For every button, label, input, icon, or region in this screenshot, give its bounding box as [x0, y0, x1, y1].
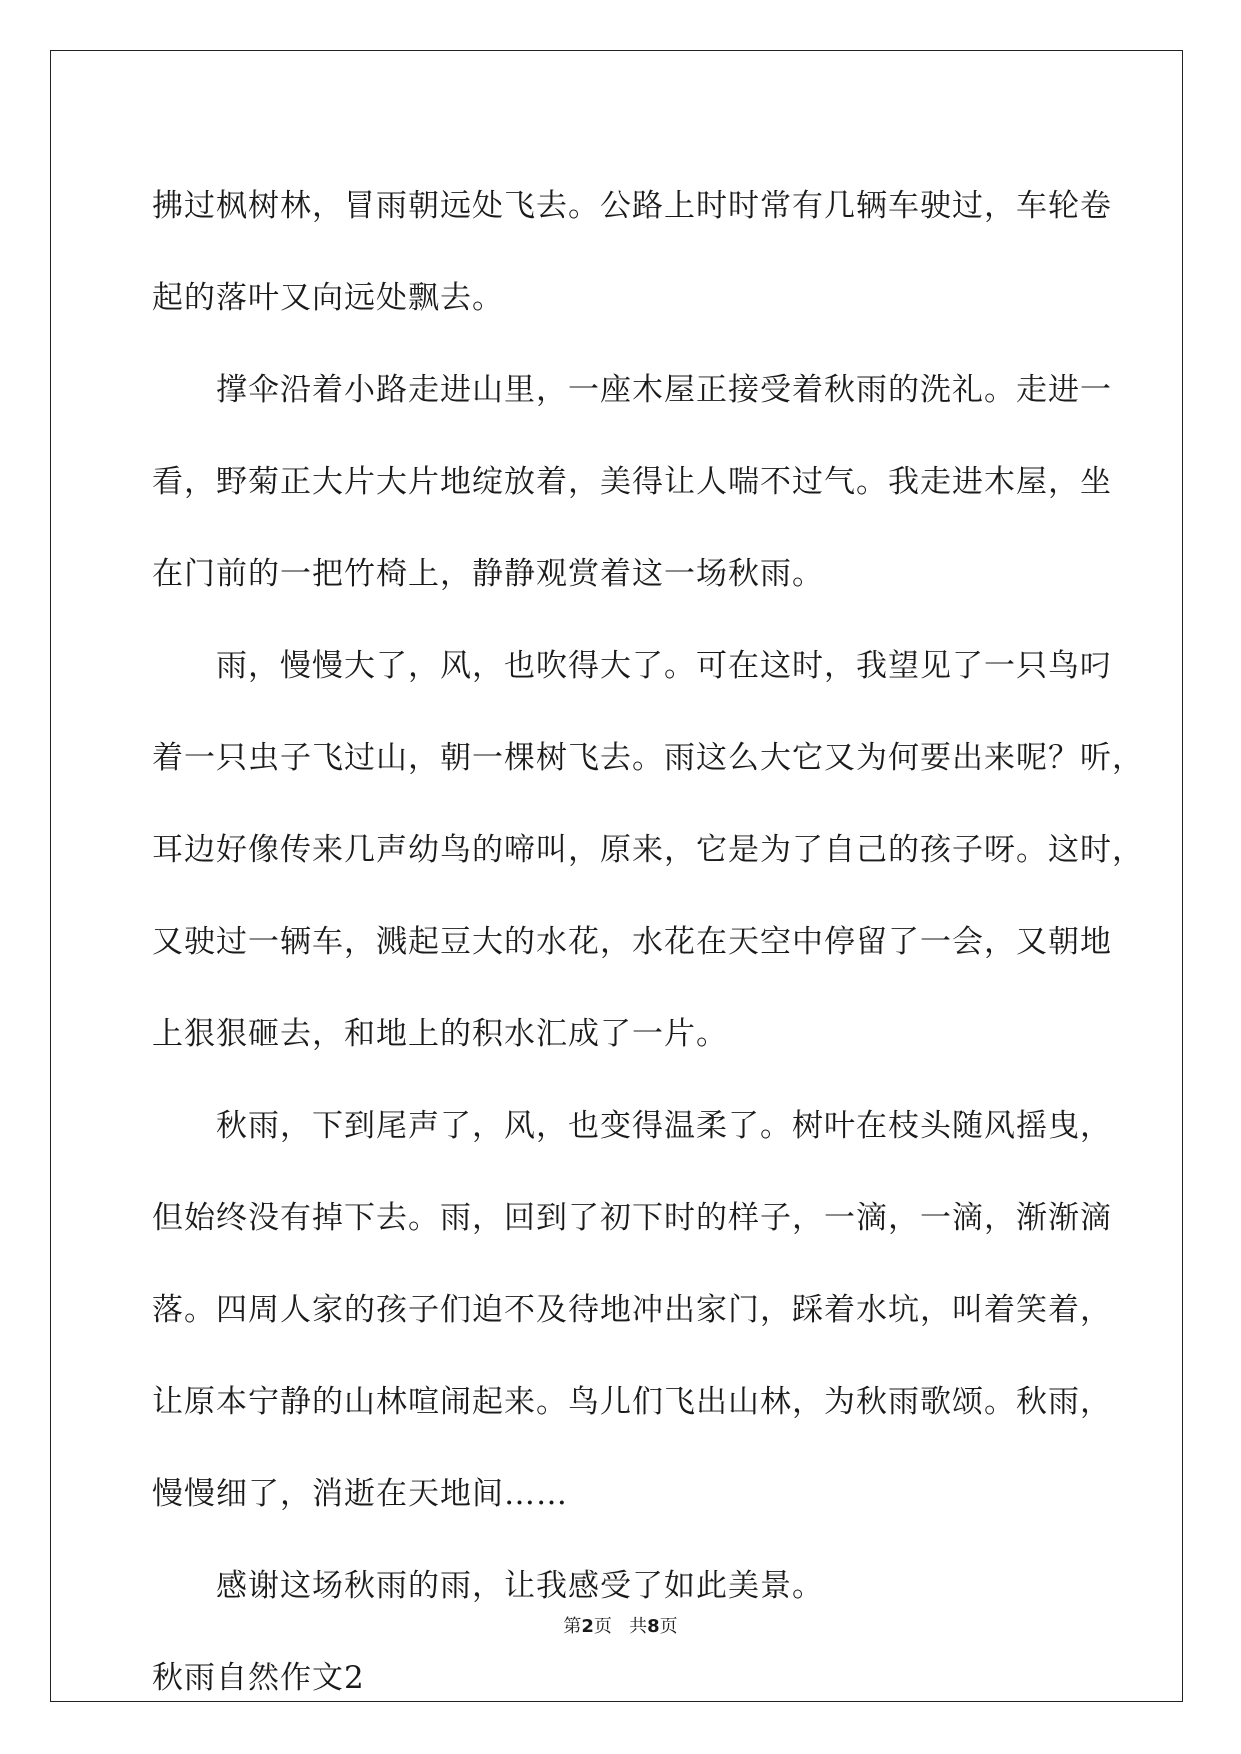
- text-line: 感谢这场秋雨的雨，让我感受了如此美景。: [216, 1568, 824, 1604]
- section-title: 秋雨自然作文2: [152, 1660, 365, 1696]
- page-total: 8: [647, 1616, 660, 1637]
- document-body: [152, 160, 1144, 1724]
- text-line: 又驶过一辆车，溅起豆大的水花，水花在天空中停留了一会，又朝地: [152, 924, 1112, 960]
- text-line: 慢慢细了，消逝在天地间……: [152, 1476, 568, 1512]
- text-line: 拂过枫树林，冒雨朝远处飞去。公路上时时常有几辆车驶过，车轮卷: [152, 188, 1112, 224]
- text-line: 落。四周人家的孩子们迫不及待地冲出家门，踩着水坑，叫着笑着，: [152, 1292, 1112, 1328]
- text-line: 雨，慢慢大了，风，也吹得大了。可在这时，我望见了一只鸟叼: [216, 648, 1112, 684]
- page-footer: [0, 1612, 1241, 1638]
- text-line: 起的落叶又向远处飘去。: [152, 280, 504, 316]
- text-line: 在门前的一把竹椅上，静静观赏着这一场秋雨。: [152, 556, 824, 592]
- text-line: 着一只虫子飞过山，朝一棵树飞去。雨这么大它又为何要出来呢？听，: [152, 740, 1144, 776]
- text-line: 让原本宁静的山林喧闹起来。鸟儿们飞出山林，为秋雨歌颂。秋雨，: [152, 1384, 1112, 1420]
- text-line: 但始终没有掉下去。雨，回到了初下时的样子，一滴，一滴，渐渐滴: [152, 1200, 1112, 1236]
- page-suffix: 页: [659, 1616, 678, 1637]
- text-line: 上狠狠砸去，和地上的积水汇成了一片。: [152, 1016, 728, 1052]
- page-prefix: 第: [563, 1616, 582, 1637]
- text-line: 撑伞沿着小路走进山里，一座木屋正接受着秋雨的洗礼。走进一: [216, 372, 1112, 408]
- text-line: 秋雨，下到尾声了，风，也变得温柔了。树叶在枝头随风摇曳，: [216, 1108, 1112, 1144]
- page-current: 2: [581, 1616, 594, 1637]
- page-mid: 页 共: [593, 1616, 648, 1637]
- text-line: 耳边好像传来几声幼鸟的啼叫，原来，它是为了自己的孩子呀。这时，: [152, 832, 1144, 868]
- text-line: 看，野菊正大片大片地绽放着，美得让人喘不过气。我走进木屋，坐: [152, 464, 1112, 500]
